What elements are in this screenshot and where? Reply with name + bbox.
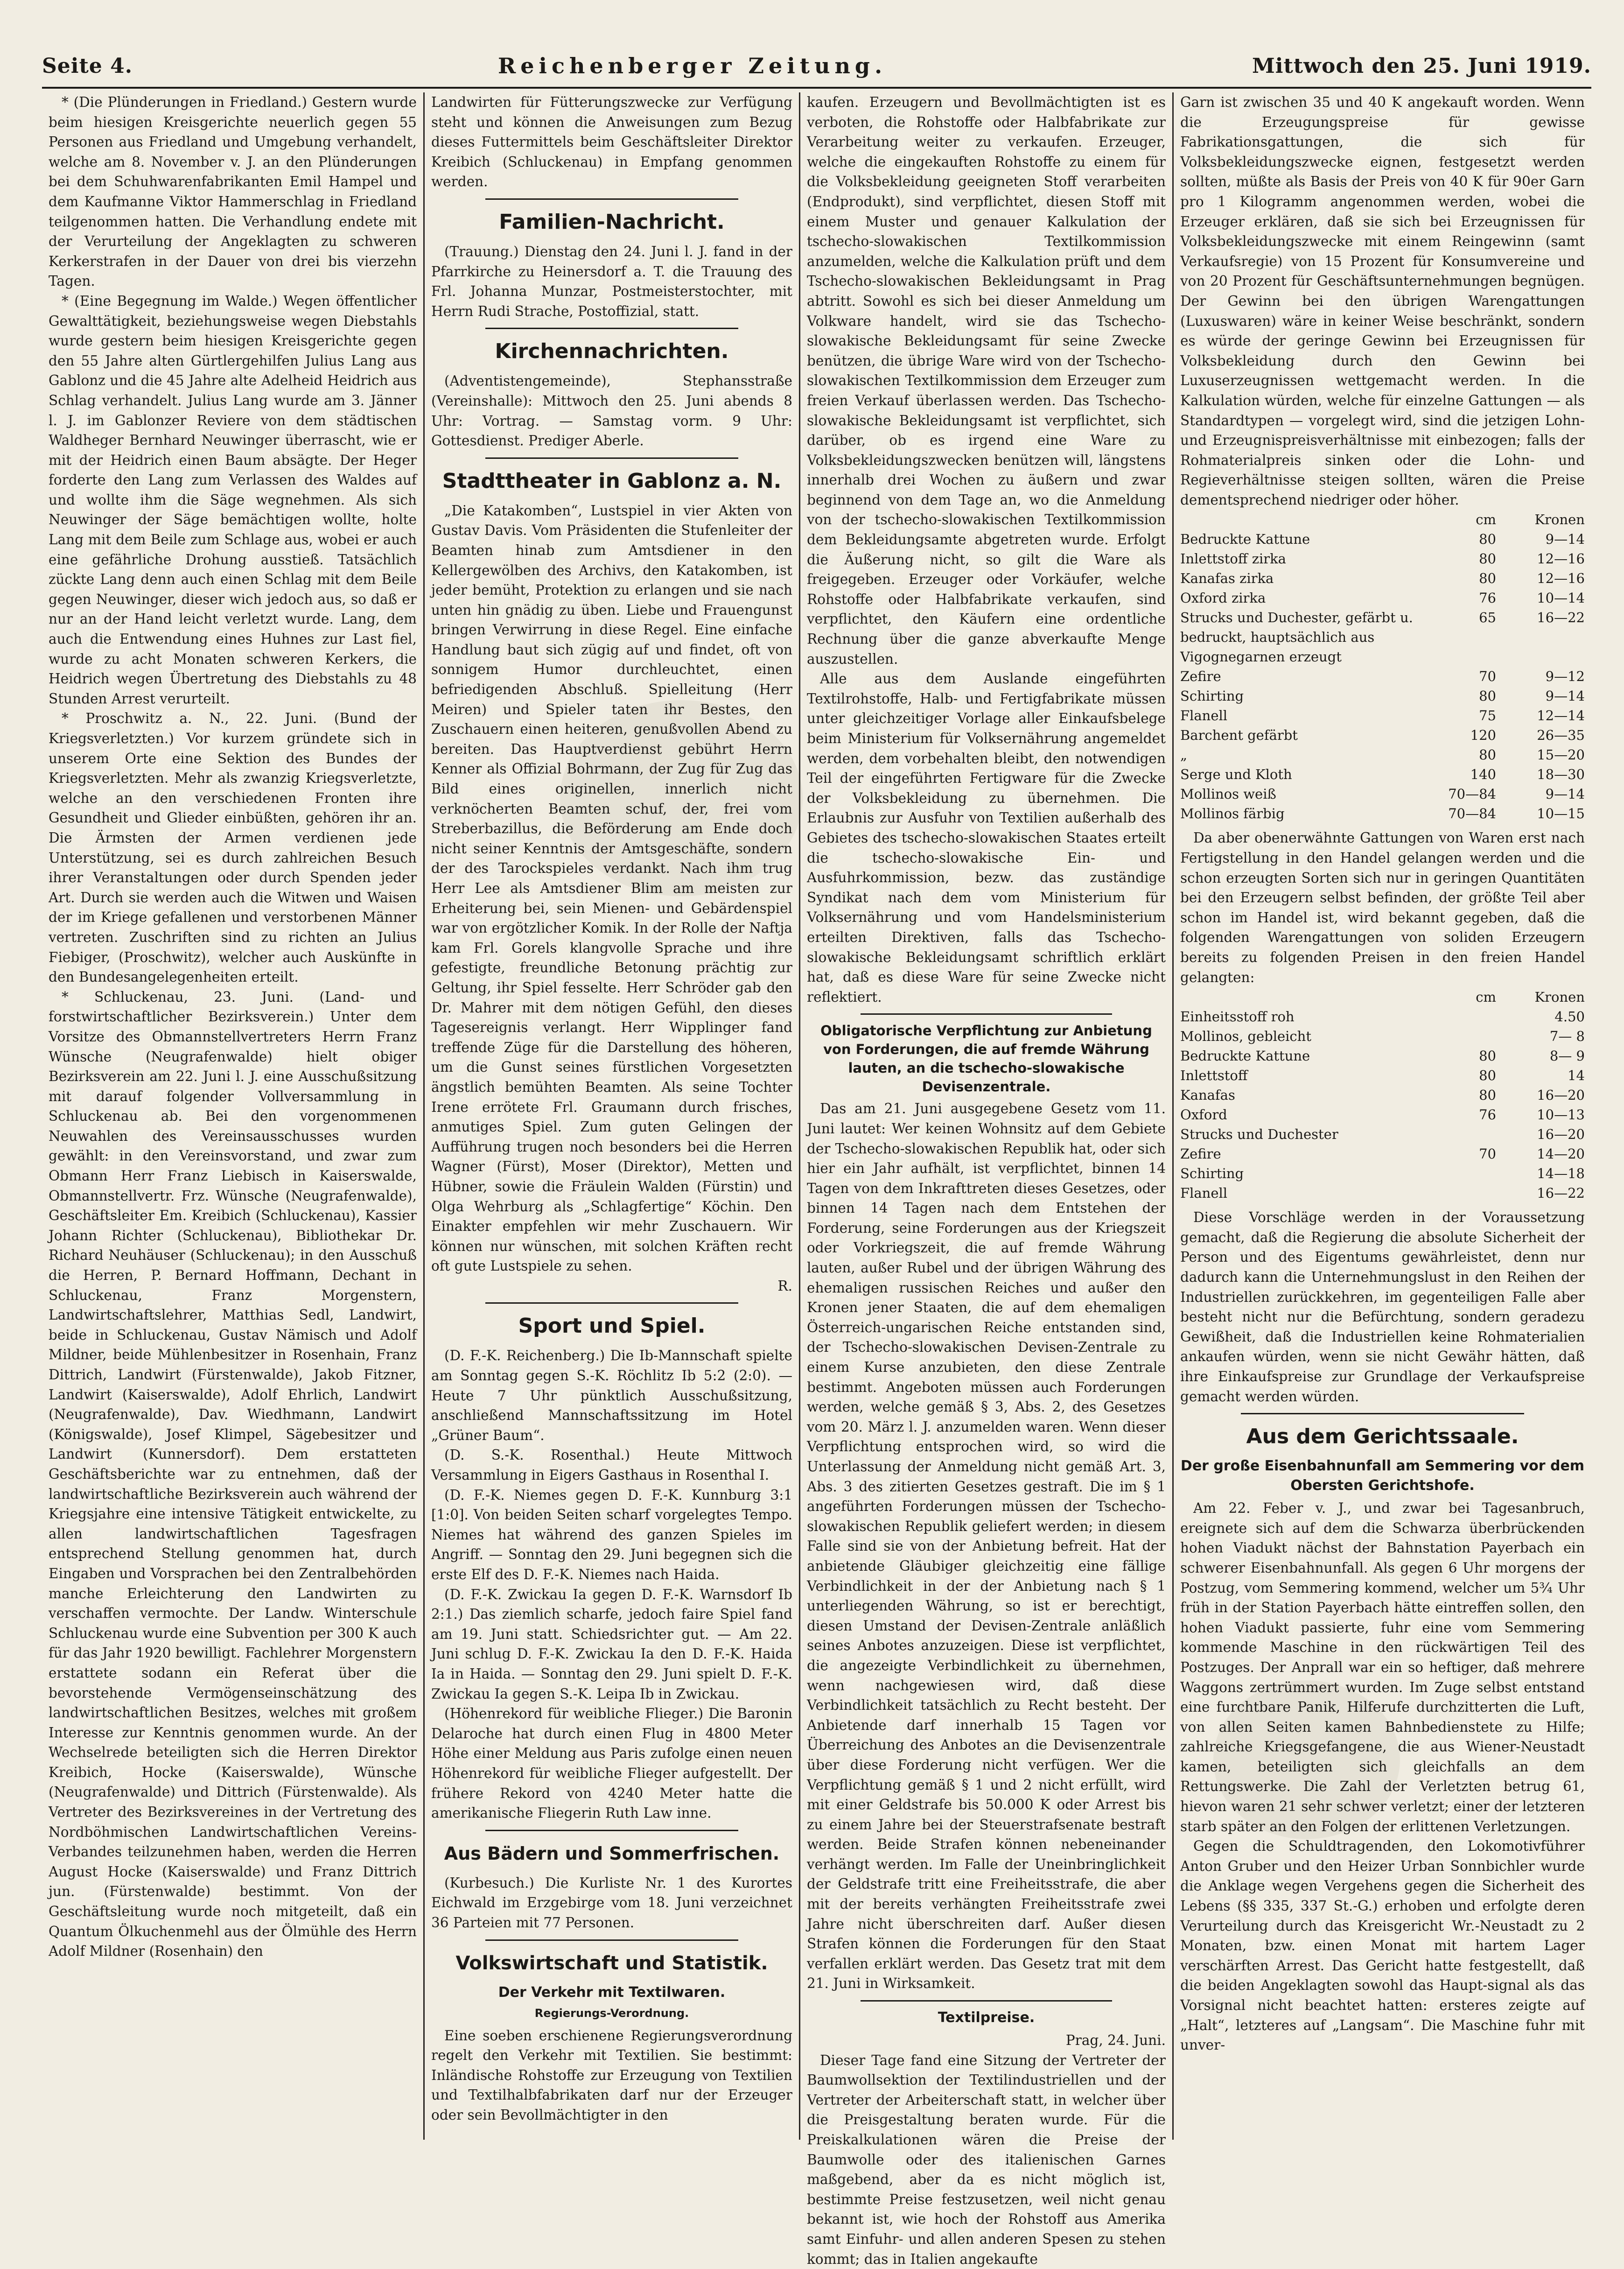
table-row [1180, 1007, 1585, 1026]
heading-baeder: Aus Bädern und Sommerfrischen. [444, 1843, 780, 1864]
masthead-rule [42, 87, 1591, 89]
review-signature: R. [777, 1278, 792, 1294]
table-row [1180, 1144, 1585, 1164]
article-schluckenau: * Schluckenau, 23. Juni. (Land- und forstwirtschaftlicher Bezirksverein.) Unter dem Vorsitze des Obmannstellvertreters Herrn Franz Wünsche (Neugrafenwalde) hielt obiger Bezirksverein am 22. Juni l. J. eine Ausschußsitzung mit darauf folgender Vollversammlung in Schluckenau ab. Bei den vorgenommenen Neuwahlen des Vereinsausschusses wurden gewählt: in den Vereinsvorstand, und zwar zum Obmann Herr Franz Liebisch in Kaiserswalde, Obmannstellvertr. Frz. Wünsche (Neugrafenwalde), Geschäftsleiter Em. Kreibich (Schluckenau), Kassier Johann Richter (Schluckenau), Bibliothekar Dr. Richard Neuhäuser (Schluckenau); in den Ausschuß die Herren, P. Bernard Hoffmann, Dechant in Schluckenau, Franz Morgenstern, Landwirtschaftslehrer, Matthias Sedl, Landwirt, beide in Schluckenau, Gustav Nämisch und Adolf Mildner, beide Mühlenbesitzer in Rosenhain, Franz Dittrich, Landwirt (Fürstenwalde), Jakob Fitzner, Landwirt (Kaiserswalde), Adolf Ehrlich, Landwirt (Neugrafenwalde), Dav. Wiedhmann, Landwirt (Königswalde), Josef Klimpel, Sägebesitzer und Landwirt (Kunnersdorf). Dem erstatteten Geschäftsberichte war zu entnehmen, daß der landwirtschaftliche Bezirksverein auch während der Kriegsjahre eine intensive Tätigkeit entwickelte, zu allen landwirtschaftlichen Tagesfragen entsprechend Stellung genommen hat, durch Eingaben und Vorsprachen bei den Zentralbehörden manche Erleichterung den Landwirten zu verschaffen vermochte. Der Landw. Winterschule Schluckenau wurde eine Subvention per 300 K auch für das Jahr 1920 bewilligt. Fachlehrer Morgenstern erstattete sodann ein Referat über die bevorstehende Vermögenseinschätzung des landwirtschaftlichen Besitzes, welches mit großem Interesse zur Kenntnis genommen wurde. An der Wechselrede beteiligten sich die Herren Direktor Kreibich, Hocke (Kaiserswalde), Wünsche (Neugrafenwalde) und Dittrich (Fürstenwalde). Als Vertreter des Bezirksvereines in der Vertretung des Nordböhmischen Landwirtschaftlichen Vereins-Verbandes teilzunehmen haben, werden die Herren August Hocke (Kaiserswalde) und Franz Dittrich jun. (Fürstenwalde) bestimmt. Von der Geschäftsleitung wurde noch mitgeteilt, daß ein Quantum Ölkuchenmehl aus der Ölmühle des Herrn Adolf Mildner (Rosenhain) den [49, 989, 417, 1960]
article-trauung: (Trauung.) Dienstag den 24. Juni l. J. fand in der Pfarrkirche zu Heinersdorf a. T. die Trauung des Frl. Johanna Munzar, Postmeisterstochter, mit Herrn Rudi Strache, Postoffizial, statt. [431, 243, 792, 319]
fabric-name: Bedruckte Kattune [1180, 1048, 1310, 1064]
table-body [1180, 529, 1585, 823]
fabric-name: Strucks und Duchester, gefärbt u. bedruckt, hauptsächlich aus Vigognegarnen erzeugt [1180, 610, 1413, 665]
price-kronen: 16—22 [1537, 610, 1585, 626]
price-kronen: 14 [1568, 1068, 1585, 1084]
fabric-name: Barchent gefärbt [1180, 727, 1298, 744]
price-kronen: 10—15 [1537, 806, 1585, 822]
section-divider [861, 1013, 1112, 1015]
table-row [1180, 725, 1585, 745]
fabric-name: Mollinos weiß [1180, 786, 1276, 802]
table-row [1180, 529, 1585, 549]
price-kronen: 10—14 [1537, 590, 1585, 606]
section-divider [1241, 1413, 1524, 1414]
table-header [1180, 510, 1585, 529]
heading-devisenzentrale: Obligatorische Verpflichtung zur Anbietung von Forderungen, die auf fremde Währung lauten, an die tschecho-slowakische Devisenzentrale. [820, 1023, 1152, 1095]
fabric-name: Einheitsstoff roh [1180, 1009, 1295, 1025]
table-row [1180, 804, 1585, 823]
article-adventisten: (Adventistengemeinde), Stephansstraße (Vereinshalle): Mittwoch den 25. Juni abends 8 Uhr: Vortrag. — Samstag vorm. 9 Uhr: Gottesdienst. Prediger Aberle. [431, 373, 792, 449]
table-row [1180, 608, 1585, 667]
fabric-name: Kanafas zirka [1180, 570, 1274, 587]
width-cm: 76 [1479, 1107, 1496, 1123]
page-number: Seite 4. [42, 54, 133, 78]
price-kronen: 12—14 [1537, 708, 1585, 724]
width-cm [1445, 1026, 1496, 1046]
table-row [1180, 1026, 1585, 1046]
width-cm [1445, 1124, 1496, 1144]
table-row [1180, 1046, 1585, 1066]
section-divider [485, 457, 738, 459]
article-voraussetzung: Diese Vorschläge werden in der Voraussetzung gemacht, daß die Regierung die absolute Sicherheit der Person und des Eigentums gewährleistet, denn nur dadurch kann die Unternehmungslust in den Reihen der Industriellen zurückkehren, im gegenteiligen Falle aber besteht nicht nur die Befürchtung, sondern geradezu Gewißheit, daß die Industriellen keine Rohmaterialien ankaufen würden, wenn sie nicht Gewähr hätten, daß ihre Einkaufspreise zur Grundlage der Verkaufspreise gemacht werden würden. [1180, 1209, 1585, 1405]
price-kronen: 15—20 [1537, 747, 1585, 763]
fabric-name: „ [1180, 747, 1188, 763]
col-kronen: Kronen [1534, 512, 1585, 528]
article-textilverordnung-import: Alle aus dem Auslande eingeführten Textilrohstoffe, Halb- und Fertigfabrikate müssen unter gleichzeitiger Vorlage aller Einkaufsbelege beim Ministerium für Volksernährung angemeldet werden, dem vorbehalten bleibt, den notwendigen Teil der eingeführten Fertigware für die Zwecke der Volksbekleidung zu übernehmen. Die Erlaubnis zur Ausfuhr von Textilien außerhalb des Gebietes des tschecho-slowakischen Staates erteilt die tschecho-slowakische Ein- und Ausfuhrkommission, bezw. das zuständige Syndikat nach dem vom Ministerium für Volksernährung und vom Handelsministerium erteilten Direktiven, falls das Tschecho-slowakische Bekleidungsamt schriftlich erklärt hat, daß es diese Ware für seine Zwecke nicht reflektiert. [807, 671, 1166, 1005]
fabric-name: Bedruckte Kattune [1180, 531, 1310, 548]
width-cm [1445, 1183, 1496, 1203]
price-kronen: 9—14 [1545, 786, 1585, 802]
article-textilpreise: Dieser Tage fand eine Sitzung der Vertreter der Baumwollsektion der Textilindustriellen und der Vertreter der Arbeiterschaft statt, in welcher über die Preisgestaltung beraten wurde. Für die Preiskalkulationen wären die Preise der Baumwolle oder des italienischen Garnes maßgebend, aber da es nicht möglich ist, bestimmte Preise festzusetzen, weil nicht genau bekannt ist, wie hoch der Rohstoff aus Amerika samt Einfuhr- und allen anderen Spesen zu stehen kommt; das in Italien angekaufte [807, 2052, 1166, 2267]
section-divider [485, 198, 738, 200]
sport-item-reichenberg: (D. F.-K. Reichenberg.) Die Ib-Mannschaft spielte am Sonntag gegen S.-K. Röchlitz Ib 5:2 (2:0). — Heute 7 Uhr pünktlich Ausschußsitzung, anschließend Mannschaftssitzung im Hotel „Grüner Baum“. [431, 1348, 792, 1443]
table-body [1180, 1007, 1585, 1203]
width-cm [1445, 1007, 1496, 1026]
article-katakomben-review: „Die Katakomben“, Lustspiel in vier Akten von Gustav Davis. Vom Präsidenten die Stufenleiter der Beamten hinab zum Amtsdiener in den Kellergewölben des Archivs, den Katakomben, ist jeder bemüht, Protektion zu erlangen und sie nach unten hin gnädig zu üben. Liebe und Frauengunst bringen Verwirrung in diese Regel. Eine einfache Handlung baut sich zügig auf und findet, oft von sonnigem Humor durchleuchtet, einen befriedigenden Abschluß. Spielleitung (Herr Meiren) und Spieler taten ihr Bestes, den Zuschauern einen heiteren, genußvollen Abend zu bereiten. Das Hauptverdienst gebührt Herrn Kenner als Offizial Bohrmann, der Zug für Zug das Bild eines originellen, innerlich nicht verknöcherten Beamten schuf, der, frei vom Streberbazillus, die Beförderung am Ende doch nicht seiner Kenntnis der Amtsgeschäfte, sondern der des Tarockspieles verdankt. Nach ihm trug Herr Lee als Amtsdiener Blim am meisten zur Erheiterung bei, sein Mienen- und Gebärdenspiel war von ergötzlicher Komik. In der Rolle der Naftja kam Frl. Gorels klangvolle Sprache und ihre gefestigte, freundliche Betonung prächtig zur Geltung, ihr Spiel fesselte. Herr Schröder gab den Dr. Mahrer mit dem nötigen Gefühl, den dieses Tagesereignis verlangt. Herr Wipplinger fand treffende Züge für die Darstellung des höheren, um die Gunst seines fürstlichen Vorgesetzten ängstlich bemühten Beamten. Als seine Tochter Irene errötete Frl. Graumann durch frisches, anmutiges Spiel. Zum guten Gelingen der Aufführung trugen noch besonders bei die Herren Wagner (Fürst), Moser (Direktor), Metten und Hübner, sowie die Fräulein Walden (Fürstin) und Olga Wehrburg als „Schlagfertige“ Köchin. Den Einakter empfehlen wir mehr Zuschauern. Wir können nur wünschen, mit solchen Kräften recht oft gute Lustspiele zu sehen. [431, 502, 792, 1274]
fabric-name: Oxford zirka [1180, 590, 1266, 606]
article-textilverordnung: Eine soeben erschienene Regierungsverordnung regelt den Verkehr mit Textilien. Sie bestimmt: Inländische Rohstoffe zur Erzeugung von Textilien und Textilhalbfabrikaten darf nur der Erzeuger oder sein Bevollmächtigter in den [431, 2027, 792, 2123]
width-cm: 80 [1479, 570, 1496, 587]
column-3 [800, 92, 1174, 2267]
table-row [1180, 686, 1585, 706]
article-kurbesuch: (Kurbesuch.) Die Kurliste Nr. 1 des Kurortes Eichwald im Erzgebirge vom 18. Juni verzeichnet 36 Parteien mit 77 Personen. [431, 1875, 792, 1931]
price-table-market [1180, 987, 1585, 1203]
table-header [1180, 987, 1585, 1007]
section-divider [861, 2000, 1112, 2002]
table-row [1180, 569, 1585, 588]
fabric-name: Inlettstoff [1180, 1068, 1248, 1084]
article-begegnung-im-walde: * (Eine Begegnung im Walde.) Wegen öffentlicher Gewalttätigkeit, beziehungsweise wegen Diebstahls wurde gestern beim hiesigen Kreisgerichte gegen den 55 Jahre alten Gürtlergehilfen Julius Lang aus Gablonz und die 45 Jahre alte Adelheid Heidrich aus Schlag verhandelt. Julius Lang wurde am 3. Jänner l. J. im Gablonzer Reviere von dem städtischen Waldheger Bernhard Neuwinger überrascht, wie er mit der Heidrich einen Baum absägte. Der Heger forderte den Lang zum Verlassen des Waldes auf und wollte ihm die Säge wegnehmen. Als sich Neuwinger der Säge bemächtigen wollte, holte Lang mit dem Beile zum Schlage aus, wobei er auch eine gefährliche Drohung ausstieß. Tatsächlich zückte Lang denn auch einen Schlag mit dem Beile gegen Neuwinger, dieser wich jedoch aus, so daß er nur an der Hand leicht verletzt wurde. Lang, dem auch die Entwendung eines Huhnes zur Last fiel, wurde zu acht Monaten schweren Kerkers, die Heidrich wegen Übertretung des Diebstahls zu 48 Stunden Arrest verurteilt. [49, 293, 417, 707]
article-textilpreise-cont: Garn ist zwischen 35 und 40 K angekauft worden. Wenn die Erzeugungspreise für gewisse Fabrikationsgattungen, die sich für Volksbekleidungszwecke eignen, festgesetzt werden sollten, müßte als Basis der Preis von 40 K für 90er Garn pro 1 Kilogramm angenommen werden, wobei die Erzeuger erklären, daß sie sich bei Erzeugnissen für Volksbekleidungszwecke mit einem Reingewinn (samt Verkaufsregie) von 15 Prozent für Konsumvereine und von 20 Prozent für Geschäftsunternehmungen begnügen. Der Gewinn bei den übrigen Warengattungen (Luxuswaren) wäre in keiner Weise beschränkt, sondern es würde der geringe Gewinn bei Erzeugnissen für Volksbekleidung durch den Gewinn bei Luxuserzeugnissen wettgemacht werden. In die Kalkulation würden, welche für einzelne Gattungen — als Standardtypen — vorgelegt wird, sind die jetzigen Lohn- und Erzeugnispreisverhältnisse mit einbezogen; falls der Rohmaterialpreis sinken oder die Lohn- und Regieverhältnisse steigen sollten, wären die Preise dementsprechend niedriger oder höher. [1180, 94, 1585, 508]
article-devisenzentrale: Das am 21. Juni ausgegebene Gesetz vom 11. Juni lautet: Wer keinen Wohnsitz auf dem Gebiete der Tschecho-slowakischen Republik hat, oder sich hier ein Jahr aufhält, ist verpflichtet, binnen 14 Tagen von dem Inkrafttreten dieses Gesetzes, oder binnen 14 Tagen nach dem Entstehen der Forderung, seine Forderungen aus der Kriegszeit oder Vorkriegszeit, die auf fremde Währung lauten, außer Rubel und der übrigen Währung des ehemaligen russischen Reiches und außer den Kronen jener Staaten, die auf dem ehemaligen Österreich-ungarischen Reiche entstanden sind, der Tschecho-slowakischen Devisen-Zentrale zu einem Kurse anzubieten, den diese Zentrale bestimmt. Angeboten müssen auch Forderungen werden, welche gemäß § 3, Abs. 2, des Gesetzes vom 20. März l. J. anzumelden waren. Wenn dieser Verpflichtung entsprochen wird, so wird die Unterlassung der Anmeldung nicht gemäß Art. 3, Abs. 3 des zitierten Gesetzes gestraft. Die im § 1 angeführten Forderungen müssen der Tschecho-slowakischen Republik geliefert werden; in diesem Falle sind sie von der Anbietung befreit. Hat der anbietende Gläubiger gleichzeitig eine fällige Verbindlichkeit in der der Anbietung nach § 1 unterliegenden Währung, so ist er berechtigt, diesen Umstand der Devisen-Zentrale anläßlich seines Anbotes anzuzeigen. Diese ist verpflichtet, die angezeigte Verbindlichkeit zu übernehmen, wenn nachgewiesen wird, daß diese Verbindlichkeit tatsächlich zu Recht besteht. Der Anbietende darf innerhalb 15 Tagen vor Überreichung des Anbotes an die Devisenzentrale über diese Forderung nicht verfügen. Wer die Verpflichtung gemäß § 1 und 2 nicht erfüllt, wird mit einer Geldstrafe bis 50.000 K oder Arrest bis zu einem Jahre bei der Steuerstrafsenate bestraft werden. Beide Strafen können nebeneinander verhängt werden. Im Falle der Uneinbringlichkeit der Geldstrafe tritt eine Freiheitsstrafe, die aber mit der bereits verhängten Freiheitsstrafe zwei Jahre nicht überschreiten darf. Außer diesen Strafen können die Forderungen für den Staat verfallen erklärt werden. Das Gesetz trat mit dem 21. Juni in Wirksamkeit. [807, 1101, 1166, 1992]
fabric-name: Schirting [1180, 1166, 1244, 1182]
price-kronen: 7— 8 [1549, 1028, 1585, 1045]
width-cm: 76 [1479, 590, 1496, 606]
price-kronen: 9—14 [1545, 531, 1585, 548]
price-kronen: 9—14 [1545, 688, 1585, 704]
subheading-eisenbahnunfall: Der große Eisenbahnunfall am Semmering vor dem Obersten Gerichtshofe. [1180, 1458, 1585, 1494]
width-cm: 70—84 [1448, 806, 1496, 822]
fabric-name: Schirting [1180, 688, 1244, 704]
article-eisenbahnunfall-verurteilung: Gegen die Schuldtragenden, den Lokomotivführer Anton Gruber und den Heizer Urban Sonnbichler wurde die Anklage wegen Vergehens gegen die Sicherheit des Lebens (§§ 335, 337 St.-G.) erhoben und erfolgte deren Verurteilung durch das Kreisgericht Wr.-Neustadt zu 2 Monaten, bzw. einen Monat mit hartem Lager verschärften Arrest. Das Gericht hatte festgestellt, daß die beiden Angeklagten sowohl das Haupt-signal als das Vorsignal nicht beachtet hatten: ersteres zeigte auf „Halt“, letzteres auf „Langsam“. Die Maschine fuhr mit unver- [1180, 1838, 1585, 2053]
article-textilverordnung-cont: kaufen. Erzeugern und Bevollmächtigten ist es verboten, die Rohstoffe oder Halbfabrikate zur Verarbeitung weiter zu verkaufen. Erzeuger, welche die eingekauften Rohstoffe zu einem für die Volksbekleidung geeigneten Stoff verarbeiten (Endprodukt), sind verpflichtet, diesen Stoff mit einem Muster und genauer Kalkulation der tschecho-slowakischen Textilkommission anzumelden, welche die Kalkulation prüft und dem Tschecho-slowakischen Bekleidungsamt in Prag abtritt. Sowohl es sich bei dieser Anmeldung um Volkware handelt, wird sie das Tschecho-slowakische Bekleidungsamt für seine Zwecke benützen, die übrige Ware wird von der Tschecho-slowakischen Textilkommission dem Erzeuger zum freien Verkauf überlassen werden. Das Tschecho-slowakische Bekleidungsamt ist verpflichtet, sich darüber, ob es irgend eine Ware zu Volksbekleidungszwecken benützen will, längstens innerhalb drei Wochen zu äußern und zwar beginnend von dem Tage an, wo die Anmeldung von der tschecho-slowakischen Textilkommission dem Bekleidungsamte abgetreten wurde. Erfolgt die Äußerung nicht, so gilt die Ware als freigegeben. Erzeuger oder Vorkäufer, welche Rohstoffe oder Halbfabrikate verkaufen, sind verpflichtet, den Käufern eine ordentliche Rechnung über die ganze abverkaufte Menge auszustellen. [807, 94, 1166, 667]
table-row [1180, 765, 1585, 784]
width-cm: 65 [1479, 610, 1496, 626]
heading-sport: Sport und Spiel. [518, 1314, 706, 1338]
fabric-name: Oxford [1180, 1107, 1227, 1123]
issue-date: Mittwoch den 25. Juni 1919. [1252, 54, 1591, 78]
dateline-prag: Prag, 24. Juni. [1065, 2032, 1166, 2049]
width-cm: 80 [1479, 688, 1496, 704]
width-cm: 120 [1470, 727, 1496, 744]
heading-textilpreise: Textilpreise. [938, 2009, 1035, 2026]
column-1 [42, 92, 425, 2140]
article-continuation: Landwirten für Fütterungszwecke zur Verfügung steht und können die Anweisungen zum Bezug dieses Futtermittels beim Geschäftsleiter Direktor Kreibich (Schluckenau) in Empfang genommen werden. [431, 94, 792, 190]
price-kronen: 16—20 [1537, 1126, 1585, 1143]
fabric-name: Mollinos färbig [1180, 806, 1285, 822]
table-row [1180, 1085, 1585, 1105]
price-kronen: 4.50 [1554, 1009, 1585, 1025]
width-cm: 70 [1479, 1146, 1496, 1162]
width-cm: 80 [1479, 531, 1496, 548]
masthead [42, 45, 1591, 87]
article-freier-handel: Da aber obenerwähnte Gattungen von Waren erst nach Fertigstellung in den Handel gelangen werden und die schon erzeugten Sorten sich nur in geringen Quantitäten bei den Erzeugern selbst befinden, der größte Teil aber schon im Handel ist, wird bekannt gegeben, daß die folgenden Warengattungen von soliden Erzeugern bereits zu folgenden Preisen in den freien Handel gelangten: [1180, 830, 1585, 985]
table-row [1180, 588, 1585, 608]
width-cm: 70 [1479, 668, 1496, 685]
table-row [1180, 745, 1585, 765]
width-cm: 80 [1479, 1087, 1496, 1103]
width-cm: 80 [1479, 551, 1496, 567]
price-kronen: 26—35 [1537, 727, 1585, 744]
price-kronen: 18—30 [1537, 766, 1585, 783]
column-4 [1174, 92, 1591, 2140]
fabric-name: Kanafas [1180, 1087, 1235, 1103]
width-cm: 80 [1479, 1048, 1496, 1064]
article-proschwitz: * Proschwitz a. N., 22. Juni. (Bund der Kriegsverletzten.) Vor kurzem gründete sich in unserem Orte eine Sektion des Bundes der Kriegsverletzten. Mehr als zwanzig Kriegsverletzte, welche an den verschiedenen Fronten ihre Gesundheit und Glieder einbüßten, gehören ihr an. Die Ärmsten der Armen verdienen jede Unterstützung, sei es durch zahlreichen Besuch ihrer Veranstaltungen oder durch Spenden jeder Art. Durch sie werden auch die Witwen und Waisen der im Kriege gefallenen und verstorbenen Männer vertreten. Zuschriften sind zu richten an Julius Fiebiger, (Proschwitz), welcher auch Auskünfte in den Bundesangelegenheiten erteilt. [49, 710, 417, 985]
table-row [1180, 706, 1585, 725]
fabric-name: Inlettstoff zirka [1180, 551, 1286, 567]
price-kronen: 16—20 [1537, 1087, 1585, 1103]
fabric-name: Zefire [1180, 1146, 1221, 1162]
table-row [1180, 1164, 1585, 1183]
price-table-standard [1180, 510, 1585, 823]
col-kronen: Kronen [1534, 989, 1585, 1005]
fabric-name: Strucks und Duchester [1180, 1126, 1338, 1143]
column-2 [425, 92, 800, 2140]
width-cm [1445, 1164, 1496, 1183]
sport-item-hoehenrekord: (Höhenrekord für weibliche Flieger.) Die Baronin Delaroche hat durch einen Flug in 4800 Meter Höhe einer Meldung aus Paris zufolge einen neuen Höhenrekord für weibliche Flieger aufgestellt. Der frühere Rekord von 4240 Meter hatte die amerikanische Fliegerin Ruth Law inne. [431, 1706, 792, 1821]
fabric-name: Flanell [1180, 708, 1228, 724]
price-kronen: 12—16 [1537, 551, 1585, 567]
table-row [1180, 667, 1585, 686]
heading-family-news: Familien-Nachricht. [499, 210, 725, 234]
section-divider [485, 328, 738, 329]
section-divider [485, 1302, 738, 1304]
price-kronen: 9—12 [1545, 668, 1585, 685]
width-cm: 75 [1479, 708, 1496, 724]
col-cm: cm [1476, 512, 1496, 528]
price-kronen: 10—13 [1537, 1107, 1585, 1123]
table-row [1180, 784, 1585, 804]
col-cm: cm [1476, 989, 1496, 1005]
fabric-name: Mollinos, gebleicht [1180, 1028, 1312, 1045]
width-cm: 70—84 [1448, 786, 1496, 802]
heading-stadttheater: Stadttheater in Gablonz a. N. [442, 469, 782, 493]
heading-gerichtssaal: Aus dem Gerichtssaale. [1246, 1425, 1519, 1449]
table-row [1180, 1105, 1585, 1124]
section-divider [485, 1939, 738, 1941]
width-cm: 80 [1479, 747, 1496, 763]
sport-item-niemes: (D. F.-K. Niemes gegen D. F.-K. Kunnburg 3:1 [1:0]. Von beiden Seiten scharf vorgelegtes Tempo. Niemes hat während des ganzen Spieles im Angriff. — Sonntag den 29. Juni begegnen sich die erste Elf des D. F.-K. Niemes nach Haida. [431, 1487, 792, 1582]
width-cm: 80 [1479, 1068, 1496, 1084]
subheading-regierungsverordnung: Regierungs-Verordnung. [534, 2006, 689, 2020]
article-pluenderungen: * (Die Plünderungen in Friedland.) Gestern wurde beim hiesigen Kreisgerichte neuerlich gegen 55 Personen aus Friedland und Umgebung verhandelt, welche am 8. November v. J. an den Plünderungen bei dem Schuhwarenfabrikanten Emil Hampel und dem Kaufmanne Viktor Hammerschlag in Friedland teilgenommen hatten. Die Verhandlung endete mit der Verurteilung der Angeklagten zu schweren Kerkerstrafen in der Dauer von drei bis vierzehn Tagen. [49, 94, 417, 289]
sport-item-zwickau: (D. F.-K. Zwickau Ia gegen D. F.-K. Warnsdorf Ib 2:1.) Das ziemlich scharfe, jedoch faire Spiel fand am 19. Juni statt. Schiedsrichter gut. — Am 22. Juni schlug D. F.-K. Zwickau Ia den D. F.-K. Haida Ia in Haida. — Sonntag den 29. Juni spielt D. F.-K. Zwickau Ia gegen S.-K. Leipa Ib in Zwickau. [431, 1586, 792, 1702]
fabric-name: Serge und Kloth [1180, 766, 1292, 783]
fabric-name: Zefire [1180, 668, 1221, 685]
price-kronen: 14—20 [1537, 1146, 1585, 1162]
table-row [1180, 1124, 1585, 1144]
price-kronen: 14—18 [1537, 1166, 1585, 1182]
subheading-textilwaren: Der Verkehr mit Textilwaren. [498, 1984, 726, 2001]
price-kronen: 16—22 [1537, 1185, 1585, 1201]
table-row [1180, 549, 1585, 569]
columns [42, 92, 1591, 2267]
heading-volkswirtschaft: Volkswirtschaft und Statistik. [455, 1952, 768, 1974]
fabric-name: Flanell [1180, 1185, 1228, 1201]
newspaper-title: Reichenberger Zeitung. [497, 53, 887, 78]
article-eisenbahnunfall: Am 22. Feber v. J., und zwar bei Tagesanbruch, ereignete sich auf dem die Schwarza überbrückenden hohen Viadukt nächst der Bahnstation Payerbach ein schwerer Eisenbahnunfall. Als gegen 6 Uhr morgens der Postzug, vom Semmering kommend, welcher um 5¾ Uhr früh in der Station Payerbach hätte eintreffen sollen, den hohen Viadukt passierte, fuhr eine vom Semmering kommende Maschine in den rückwärtigen Teil des Postzuges. Der Anprall war ein so heftiger, daß mehrere Waggons zertrümmert wurden. Im Zuge selbst entstand eine furchtbare Panik, Hilferufe durchzitterten die Luft, von allen Seiten kamen Bahnbedienstete zu Hilfe; zahlreiche Kriegsgefangene, die aus Wiener-Neustadt kamen, beteiligten sich gleichfalls an dem Rettungswerke. Die Zahl der Verletzten betrug 61, hievon waren 21 sehr schwer verletzt; einer der letzteren starb später an den Folgen der erlittenen Verletzungen. [1180, 1500, 1585, 1834]
table-row [1180, 1183, 1585, 1203]
price-kronen: 12—16 [1537, 570, 1585, 587]
width-cm: 140 [1470, 766, 1496, 783]
price-kronen: 8— 9 [1549, 1048, 1585, 1064]
table-row [1180, 1066, 1585, 1085]
heading-church-news: Kirchennachrichten. [495, 339, 729, 364]
sport-item-rosenthal: (D. S.-K. Rosenthal.) Heute Mittwoch Versammlung in Eigers Gasthaus in Rosenthal I. [431, 1447, 792, 1483]
section-divider [485, 1830, 738, 1831]
